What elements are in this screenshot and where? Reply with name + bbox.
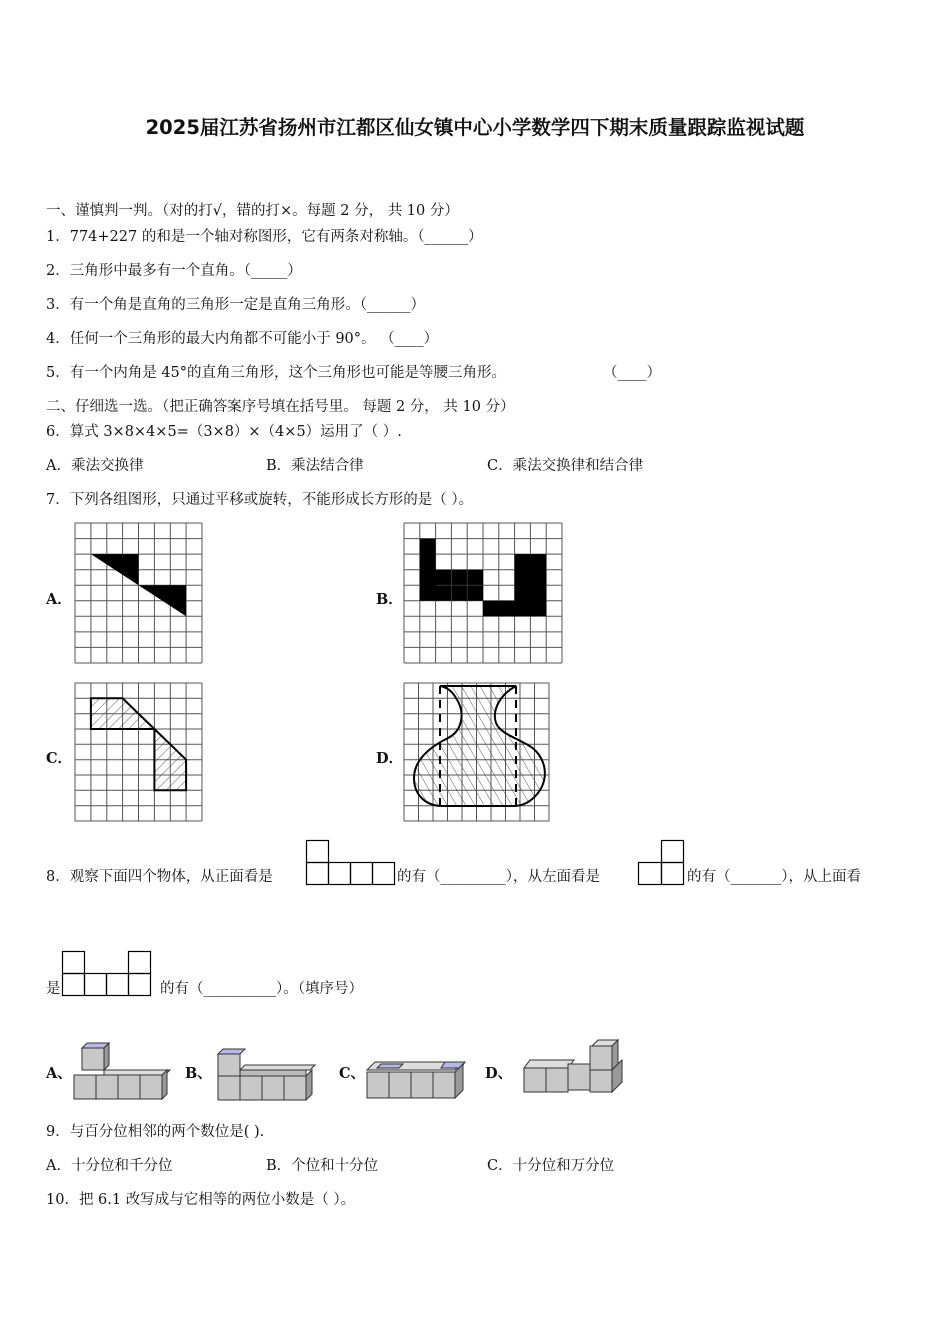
q7-figure-c [75, 683, 202, 821]
q8-left-view-icon [638, 840, 686, 886]
q7-figure-a [75, 523, 202, 663]
q8-mid-1: 的有（_________），从左面看是 [397, 869, 600, 885]
q8-solid-b [214, 1046, 320, 1102]
q8-front-view-icon [306, 840, 396, 886]
q9-option-c: C．十分位和万分位 [487, 1158, 615, 1174]
page-title: 2025届江苏省扬州市江都区仙女镇中心小学数学四下期末质量跟踪监视试题 [145, 116, 805, 139]
question-5: 5．有一个内角是 45°的直角三角形，这个三角形也可能是等腰三角形。 [46, 365, 507, 381]
question-6: 6．算式 3×8×4×5=（3×8）×（4×5）运用了（ ）. [46, 424, 402, 440]
q8-line2-suffix: 的有（__________）。（填序号） [160, 981, 363, 997]
question-5-blank: （____） [603, 365, 661, 381]
q6-option-a: A．乘法交换律 [46, 458, 144, 474]
q8-mid-2: 的有（_______），从上面看 [687, 869, 861, 885]
q6-option-b: B．乘法结合律 [266, 458, 364, 474]
q8-top-view-icon [62, 951, 152, 997]
q8-solid-d [522, 1038, 626, 1096]
question-10: 10．把 6.1 改写成与它相等的两位小数是（ ）。 [46, 1192, 356, 1208]
q8-solid-a [72, 1040, 172, 1100]
q8-solid-c [365, 1058, 469, 1102]
section1-header: 一、谨慎判一判。（对的打√，错的打×。每题 2 分， 共 10 分） [46, 203, 459, 219]
question-9: 9．与百分位相邻的两个数位是( ). [46, 1124, 265, 1140]
q7-label-c: C． [46, 750, 73, 767]
q7-label-a: A． [46, 591, 72, 608]
q7-figure-b [404, 523, 562, 663]
q8-line2-prefix: 是 [46, 981, 61, 997]
q8-option-d: D、 [485, 1065, 513, 1082]
question-7: 7．下列各组图形，只通过平移或旋转，不能形成长方形的是（ ）。 [46, 492, 474, 508]
q9-option-b: B．个位和十分位 [266, 1158, 379, 1174]
section2-header: 二、仔细选一选。（把正确答案序号填在括号里。 每题 2 分， 共 10 分） [46, 399, 515, 415]
question-2: 2．三角形中最多有一个直角。（_____） [46, 263, 302, 279]
question-3: 3．有一个角是直角的三角形一定是直角三角形。（______） [46, 297, 425, 313]
question-4: 4．任何一个三角形的最大内角都不可能小于 90°。 （____） [46, 331, 439, 347]
q9-option-a: A．十分位和千分位 [46, 1158, 173, 1174]
q7-label-b: B． [376, 591, 403, 608]
q8-prefix: 8．观察下面四个物体，从正面看是 [46, 869, 273, 885]
question-1: 1．774+227 的和是一个轴对称图形，它有两条对称轴。（______） [46, 229, 483, 245]
q7-label-d: D． [376, 750, 404, 767]
q8-option-b: B、 [185, 1065, 212, 1082]
q8-option-c: C、 [339, 1065, 366, 1082]
q8-option-a: A、 [46, 1065, 72, 1082]
q7d-vase-shape [414, 686, 545, 806]
q7-figure-d [404, 683, 549, 821]
q6-option-c: C．乘法交换律和结合律 [487, 458, 644, 474]
